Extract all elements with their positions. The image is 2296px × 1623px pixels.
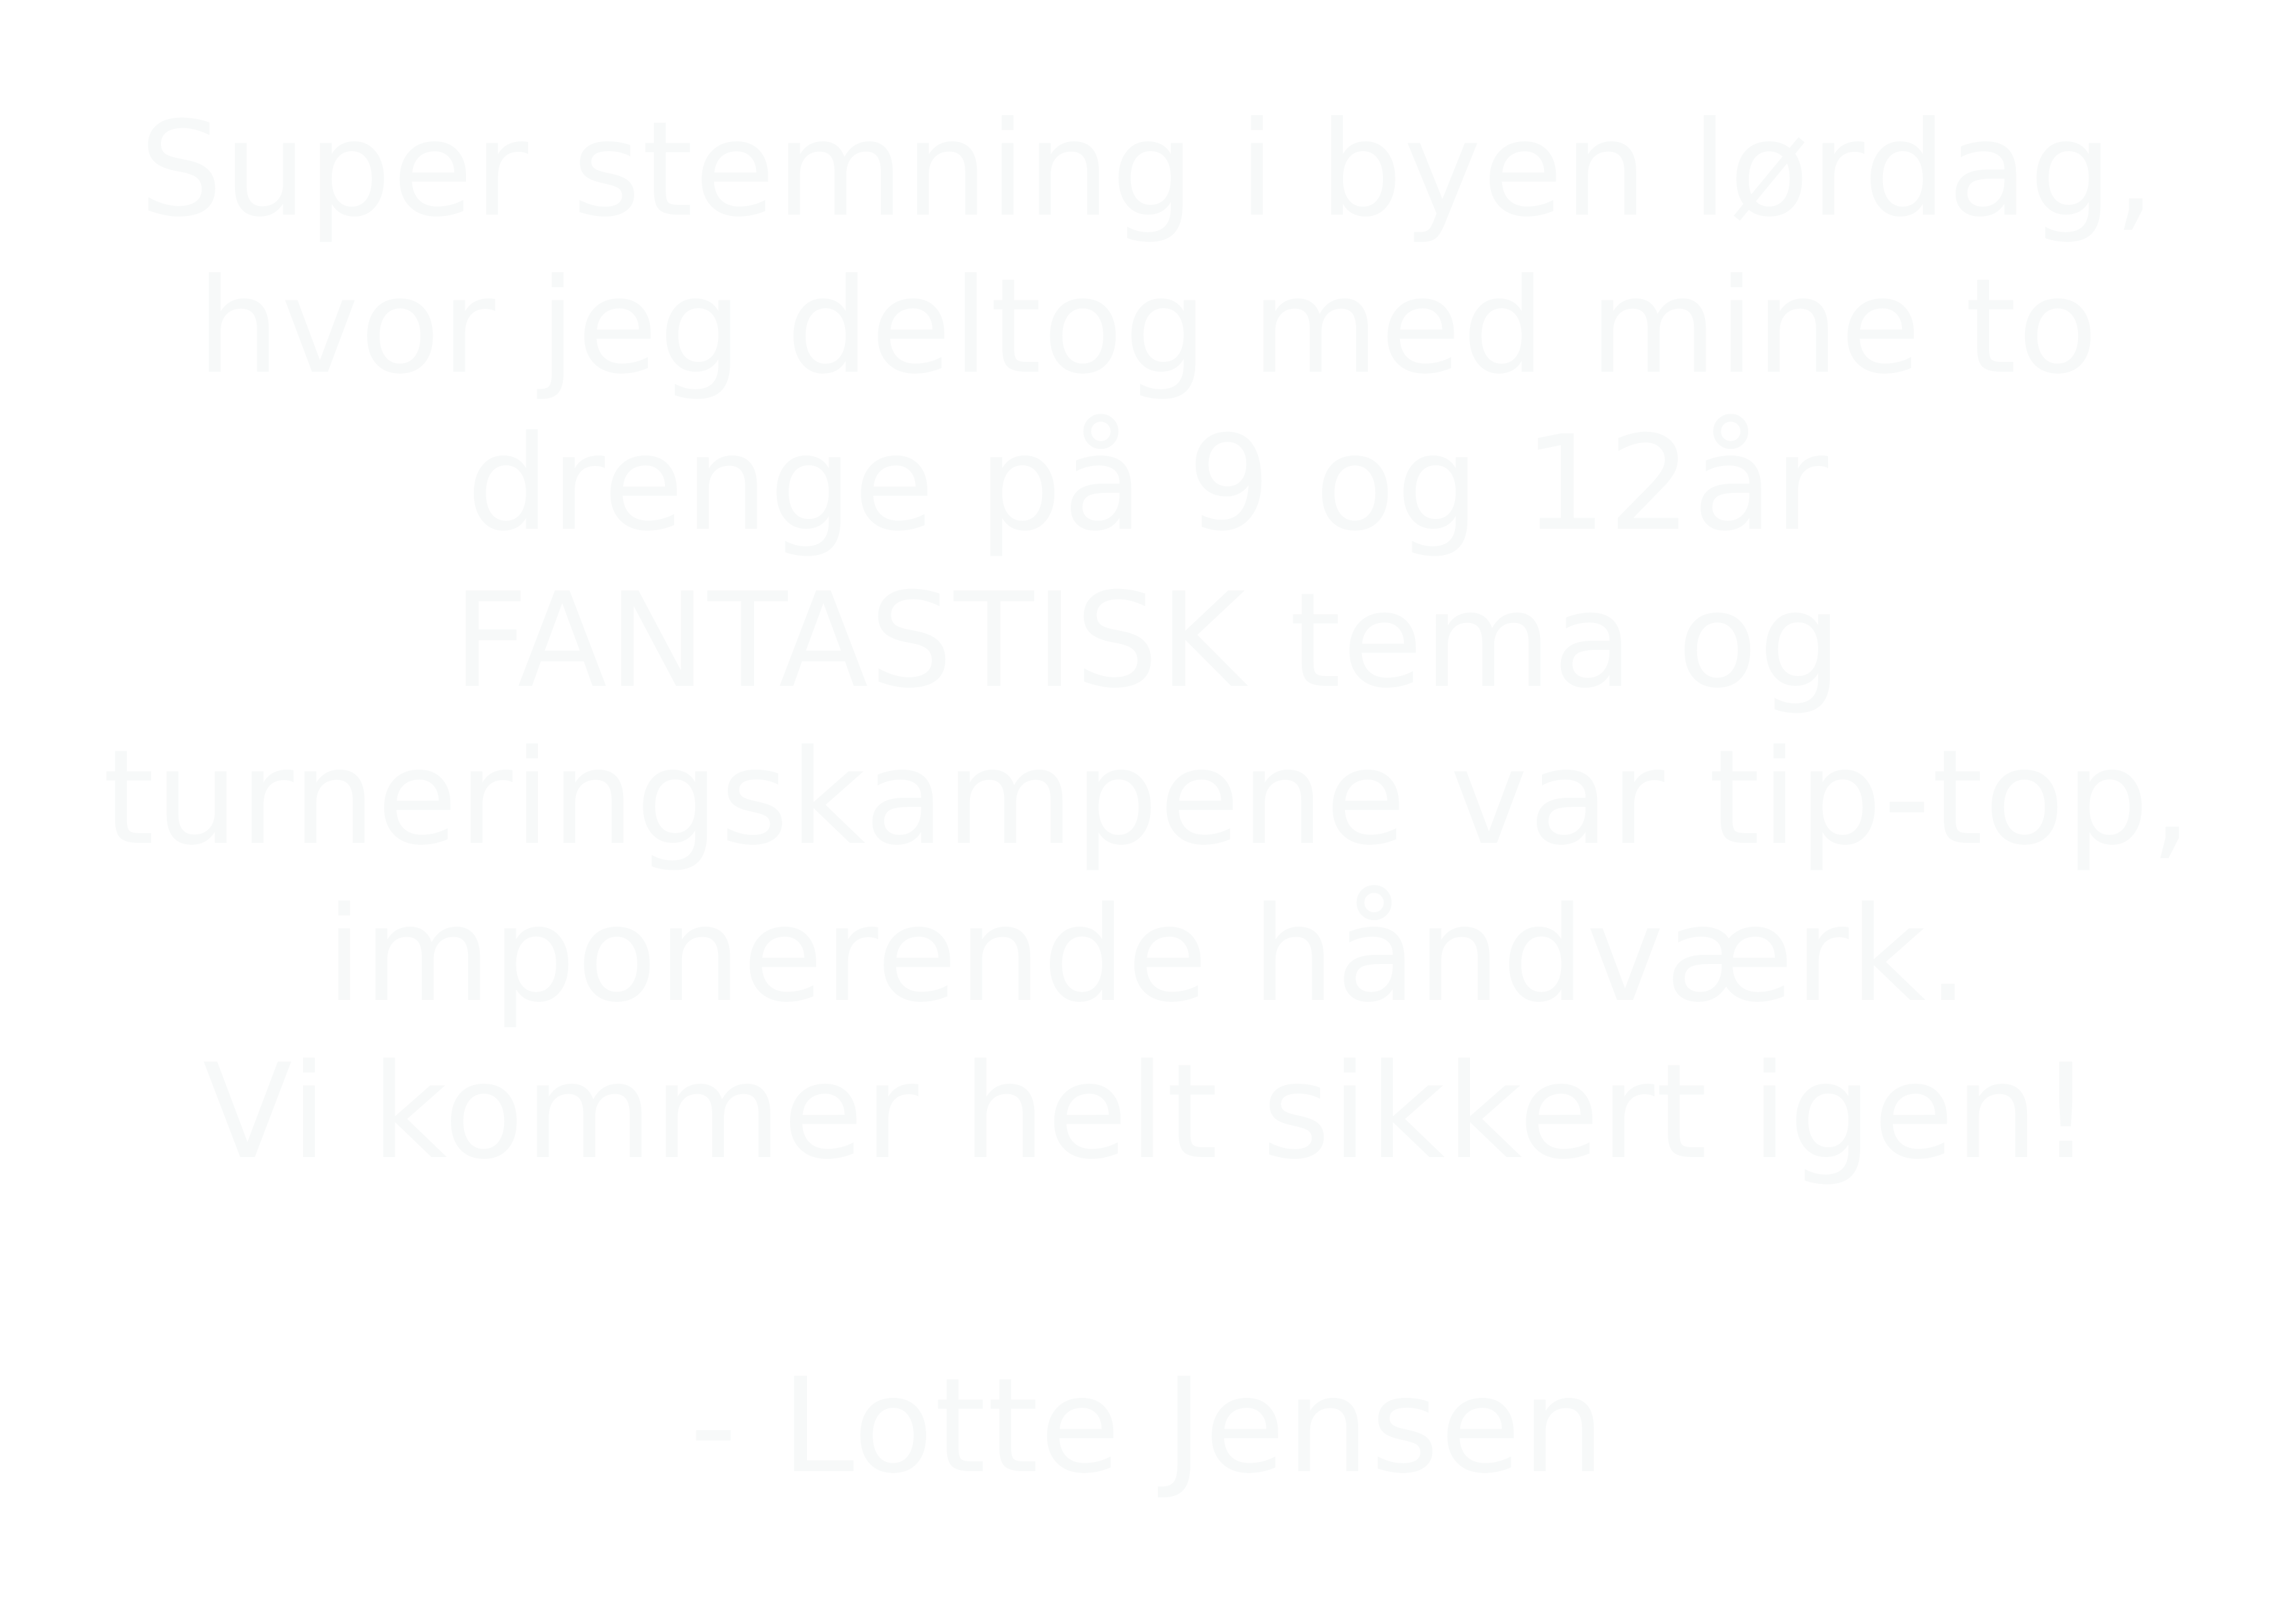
quote-line-2: hvor jeg deltog med mine to xyxy=(196,251,2100,403)
quote-spacer xyxy=(0,1191,2296,1348)
quote-line-5: turneringskampene var tip-top, xyxy=(103,722,2193,874)
quote-author: - Lotte Jensen xyxy=(689,1350,1607,1503)
testimonial-quote xyxy=(0,92,2296,1505)
quote-line-6: imponerende håndværk. xyxy=(325,879,1971,1031)
quote-line-3: drenge på 9 og 12år xyxy=(466,408,1830,560)
quote-line-4: FANTASTISK tema og xyxy=(452,565,1844,717)
quote-line-7: Vi kommer helt sikkert igen! xyxy=(202,1036,2094,1188)
quote-line-1: Super stemning i byen lørdag, xyxy=(139,94,2157,246)
